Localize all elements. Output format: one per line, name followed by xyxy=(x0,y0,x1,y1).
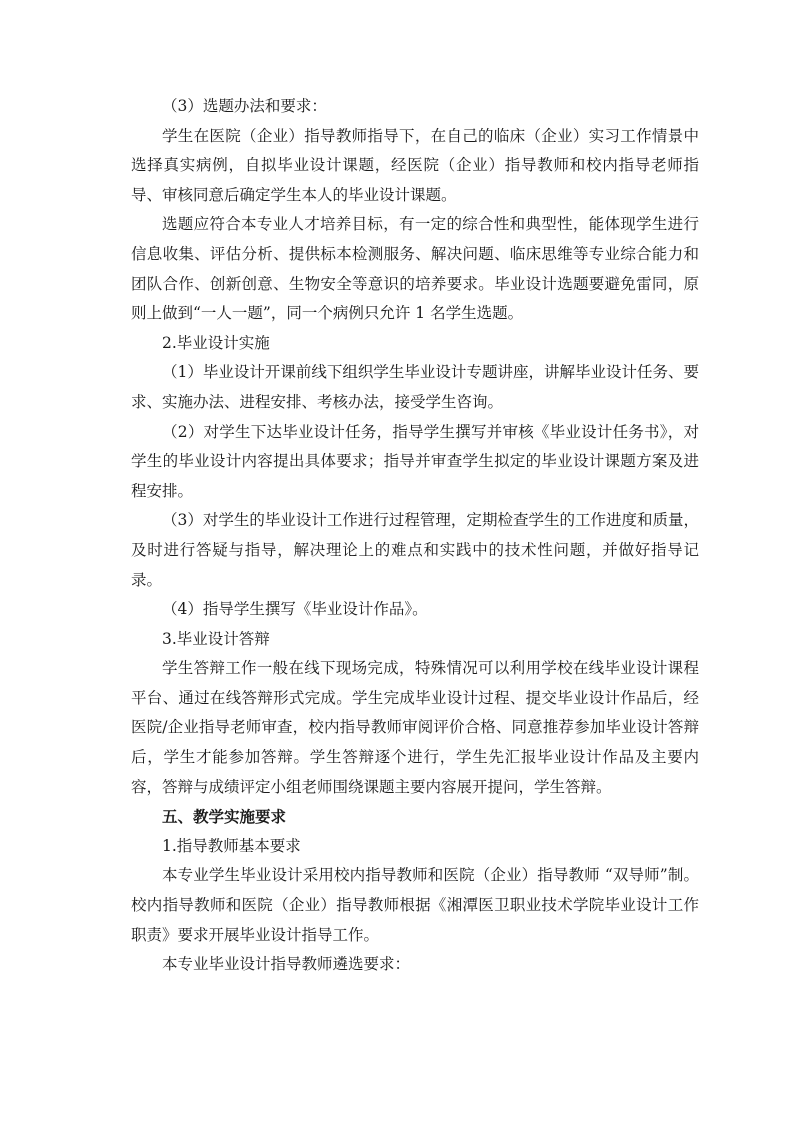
paragraph-implementation-writing: （4）指导学生撰写《毕业设计作品》。 xyxy=(162,600,428,619)
paragraph-dual-mentor: 本专业学生毕业设计采用校内指导教师和医院（企业）指导教师 “双导师”制。校内指导教师和医院（企业）指导教师根据《湘潭医卫职业技术学院毕业设计工作职责》要求开展毕业设计指导工作。 xyxy=(131,866,699,944)
paragraph-teacher-selection: 本专业毕业设计指导教师遴选要求： xyxy=(162,955,411,974)
subheading-teacher-requirements: 1.指导教师基本要求 xyxy=(162,836,301,855)
paragraph-selection-criteria: 选题应符合本专业人才培养目标，有一定的综合性和典型性，能体现学生进行信息收集、评估分析、提供标本检测服务、解决问题、临床思维等专业综合能力和团队合作、创新创意、生物安全等意识的培养要求。毕业设计选题要避免雷同，原则上做到“一人一题”，同一个病例只允许 1 名学生选题。 xyxy=(131,215,699,323)
paragraph-selection-source: 学生在医院（企业）指导教师指导下，在自己的临床（企业）实习工作情景中选择真实病例，自拟毕业设计课题，经医院（企业）指导教师和校内指导老师指导、审核同意后确定学生本人的毕业设计课题。 xyxy=(131,126,699,204)
subheading-implementation: 2.毕业设计实施 xyxy=(162,333,270,352)
subheading-selection-method: （3）选题办法和要求： xyxy=(162,97,327,115)
paragraph-implementation-task: （2）对学生下达毕业设计任务，指导学生撰写并审核《毕业设计任务书》，对学生的毕业设计内容提出具体要求；指导并审查学生拟定的毕业设计课题方案及进程安排。 xyxy=(131,422,699,500)
paragraph-implementation-lecture: （1）毕业设计开课前线下组织学生毕业设计专题讲座，讲解毕业设计任务、要求、实施办法、进程安排、考核办法，接受学生咨询。 xyxy=(131,363,699,411)
document-body xyxy=(131,92,699,980)
subheading-defense: 3.毕业设计答辩 xyxy=(162,629,270,648)
paragraph-defense: 学生答辩工作一般在线下现场完成，特殊情况可以利用学校在线毕业设计课程平台、通过在线答辩形式完成。学生完成毕业设计过程、提交毕业设计作品后，经医院/企业指导老师审查，校内指导教师审阅评价合格、同意推荐参加毕业设计答辩后，学生才能参加答辩。学生答辩逐个进行，学生先汇报毕业设计作品及主要内容，答辩与成绩评定小组老师围绕课题主要内容展开提问，学生答辩。 xyxy=(131,659,699,796)
paragraph-implementation-process: （3）对学生的毕业设计工作进行过程管理，定期检查学生的工作进度和质量，及时进行答疑与指导，解决理论上的难点和实践中的技术性问题，并做好指导记录。 xyxy=(131,511,699,589)
section-heading-teaching-requirements: 五、教学实施要求 xyxy=(162,807,287,827)
